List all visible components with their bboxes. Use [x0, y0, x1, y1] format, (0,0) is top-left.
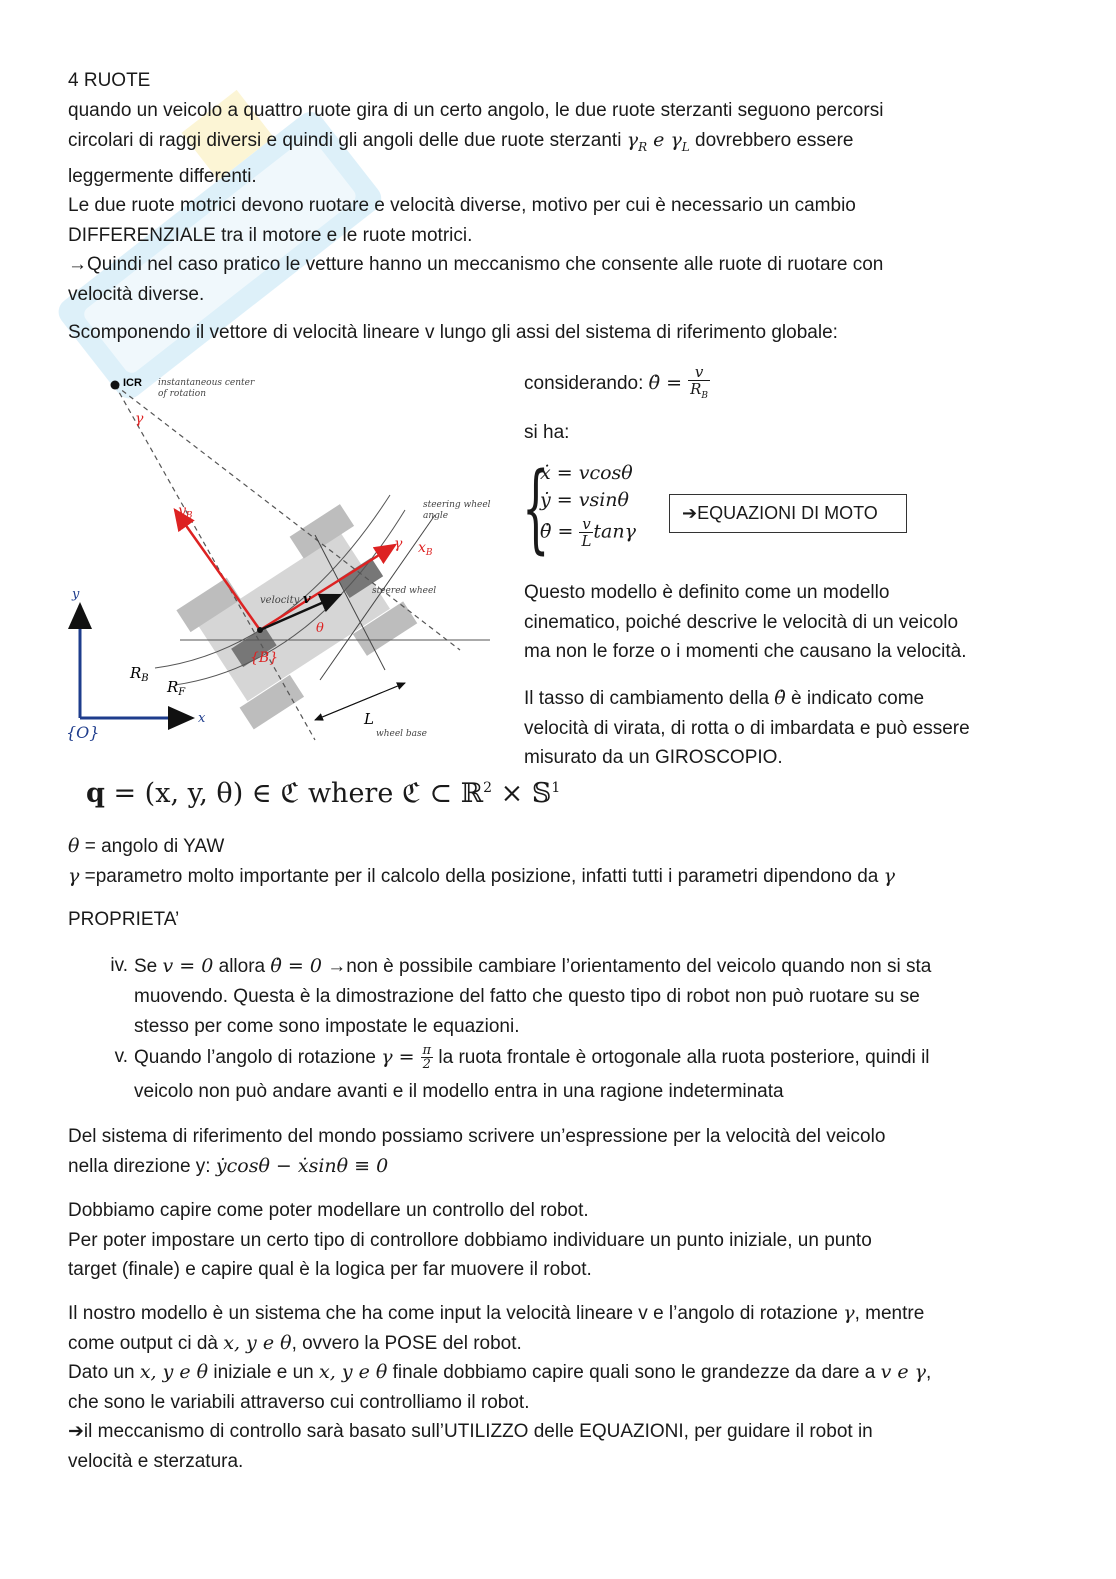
velocity-label: velocity: [260, 595, 300, 606]
v-label: v: [303, 592, 311, 607]
icr-desc-2: of rotation: [158, 389, 207, 399]
world-frame-paragraph: Del sistema di riferimento del mondo possiamo scrivere un’espressione per la velocità del veicolo nella direzione y: ẏcosθ − ẋsinθ ≡ 0: [68, 1126, 886, 1177]
y-axis-label: y: [72, 587, 80, 602]
wheelbase-label: wheel base: [376, 729, 427, 739]
icr-point: [111, 381, 120, 390]
rf-label: R: [167, 678, 179, 696]
gamma-label-wheel: γ: [394, 536, 403, 552]
equations-of-motion-box: ➔EQUAZIONI DI MOTO: [669, 494, 907, 533]
control-paragraph: Dobbiamo capire come poter modellare un controllo del robot. Per poter impostare un certo tipo di controllore dobbiamo individuare un punto iniziale, un punto target (finale) e capire qual è la logica per far muovere il robot.: [68, 1200, 872, 1280]
yaw-rate-description: Il tasso di cambiamento della θ̇ è indicato come velocità di virata, di rotta o di imbardata e può essere misurato da un GIROSCOPIO.: [524, 687, 970, 768]
theta-label: θ: [316, 621, 324, 636]
configuration-space-formula: q = (x, y, θ) ∈ ℭ where ℭ ⊂ ℝ$^2$ × 𝕊$^1$: [86, 778, 561, 809]
steering-label-2: angle: [423, 511, 449, 521]
yb-sub: B: [185, 511, 193, 521]
xb-label: x: [418, 540, 426, 556]
svg-text:RF: [166, 678, 186, 698]
definitions: θ = angolo di YAW γ =parametro molto importante per il calcolo della posizione, infatti tutti i parametri dipendono da γ: [68, 835, 895, 887]
steering-label-1: steering wheel: [423, 500, 491, 510]
properties-title: PROPRIETA’: [68, 909, 180, 930]
vehicle-kinematics-diagram: [60, 360, 510, 760]
motion-equations-system: [522, 452, 652, 570]
rb-label: R: [130, 664, 142, 682]
decomposition-text: Scomponendo il vettore di velocità lineare v lungo gli assi del sistema di riferimento globale:: [68, 322, 838, 343]
rb-sub: B: [141, 673, 149, 684]
model-io-paragraph: Il nostro modello è un sistema che ha come input la velocità lineare v e l’angolo di rotazione γ, mentre come output ci dà x, y e θ, ovvero la POSE del robot. Dato un x, y e θ iniziale e un x, y e θ finale dobbiamo capire quali sono le grandezze da dare a v e γ, che sono le variabili attraverso cui controlliamo il robot. ➔il meccanismo di controllo sarà basato sull’UTILIZZO delle EQUAZIONI, per guidare il robot in velocità e sterzatura.: [68, 1302, 932, 1472]
considerando-line: considerando: θ̇ = $\frac{v}{R_B}$: [524, 363, 709, 401]
x-axis-label: x: [198, 711, 206, 726]
icr-label: ICR: [123, 377, 142, 389]
steered-wheel-label: steered wheel: [372, 586, 437, 596]
rf-sub: F: [178, 687, 186, 698]
eq-ydot: ẏ = vsinθ: [540, 489, 629, 511]
svg-text:xB: [418, 540, 433, 558]
l-label: L: [364, 710, 374, 728]
svg-text:RB: [129, 664, 149, 684]
section-title: 4 RUOTE: [68, 70, 151, 91]
gamma-label-top: γ: [135, 411, 144, 427]
document-page: 4 RUOTE quando un veicolo a quattro ruote gira di un certo angolo, le due ruote sterzanti seguono percorsi circolari di raggi diversi e quindi gli angoli delle due ruote sterzanti $\gamma_R$ e $\gamma_L$ dovrebbero essere leggermente differenti. Le due ruote motrici devono ruotare e velocità diverse, motivo per cui è necessario un cambio DIFFERENZIALE tra il motore e le ruote motrici. →Quindi nel caso pratico le vetture hanno un meccanismo che consente alle ruote di ruotare con velocità diverse. Scomponendo il vettore di velocità lineare v lungo gli assi del sistema di riferimento globale: ICR instantaneous center of rotation γ $y_B$ $x_B$ γ steering wheel angle steered wheel velocity v θ {B} $R_B$ $R_F$ y x {O} L wheel base considerando: θ̇ = $\frac{v}{R_B}$ si ha: { ẋ = vcosθ ẏ = vsinθ θ̇ = $\frac{v}{L}$ tanγ ➔EQUAZIONI DI MOTO Questo modello è definito come un modello cinematico, poiché descrive le velocità di un veicolo ma non le forze o i momenti che causano la velocità. Il tasso di cambiamento della θ̇ è indicato come velocità di virata, di rotta o di imbardata e può essere misurato da un GIROSCOPIO. q = (x, y, θ) ∈ ℭ where ℭ ⊂ ℝ$^2$ × 𝕊$^1$ θ = angolo di YAW γ =parametro molto importante per il calcolo della posizione, infatti tutti i parametri dipendono da γ PROPRIETA’ iv. Se v = 0 allora θ̇ = 0 →non è possibile cambiare l’orientamento del veicolo quando non si sta muovendo. Questa è la dimostrazione del fatto che questo tipo di robot non può ruotare su se stesso per come sono impostate le equazioni. v. Quando l’angolo di rotazione γ = $\frac{\pi}{2}$ la ruota frontale è ortogonale alla ruota posteriore, quindi il veicolo non può andare avanti e il modello entra in una ragione indeterminata Del sistema di riferimento del mondo possiamo scrivere un’espressione per la velocità del veicolo nella direzione y: ẏcosθ − ẋsinθ ≡ 0 Dobbiamo capire come poter modellare un controllo del robot. Per poter impostare un certo tipo di controllore dobbiamo individuare un punto iniziale, un punto target (finale) e capire qual è la logica per far muovere il robot. Il nostro modello è un sistema che ha come input la velocità lineare v e l’angolo di rotazione γ, mentre come output ci dà x, y e θ, ovvero la POSE del robot. Dato un x, y e θ iniziale e un x, y e θ finale dobbiamo capire quali sono le grandezze da dare a v e γ, che sono le variabili attraverso cui controlliamo il robot. ➔il meccanismo di controllo sarà basato sull’UTILIZZO delle EQUAZIONI, per guidare il robot in velocità e sterzatura.: [0, 0, 1116, 1579]
icr-desc-1: instantaneous center: [158, 378, 255, 388]
model-description: Questo modello è definito come un modello cinematico, poiché descrive le velocità di un veicolo ma non le forze o i momenti che causano la velocità.: [524, 582, 967, 662]
eq-thetadot: θ̇ = $\frac{v}{L}$ tanγ: [540, 515, 636, 550]
eq-xdot: ẋ = vcosθ: [540, 462, 633, 484]
yb-label: y: [178, 503, 186, 519]
svg-text:yB: [177, 503, 193, 521]
system-brace: {: [522, 452, 550, 564]
intro-paragraph: quando un veicolo a quattro ruote gira di un certo angolo, le due ruote sterzanti seguono percorsi circolari di raggi diversi e quindi gli angoli delle due ruote sterzanti $\gamma_R$ e $\gamma_L$ dovrebbero essere leggermente differenti. Le due ruote motrici devono ruotare e velocità diverse, motivo per cui è necessario un cambio DIFFERENZIALE tra il motore e le ruote motrici. →Quindi nel caso pratico le vetture hanno un meccanismo che consente alle ruote di ruotare con velocità diverse.: [68, 100, 884, 305]
b-frame-label: {B}: [250, 650, 279, 666]
siha-line: si ha:: [524, 422, 570, 443]
o-frame-label: {O}: [66, 723, 100, 742]
xb-sub: B: [425, 548, 433, 558]
